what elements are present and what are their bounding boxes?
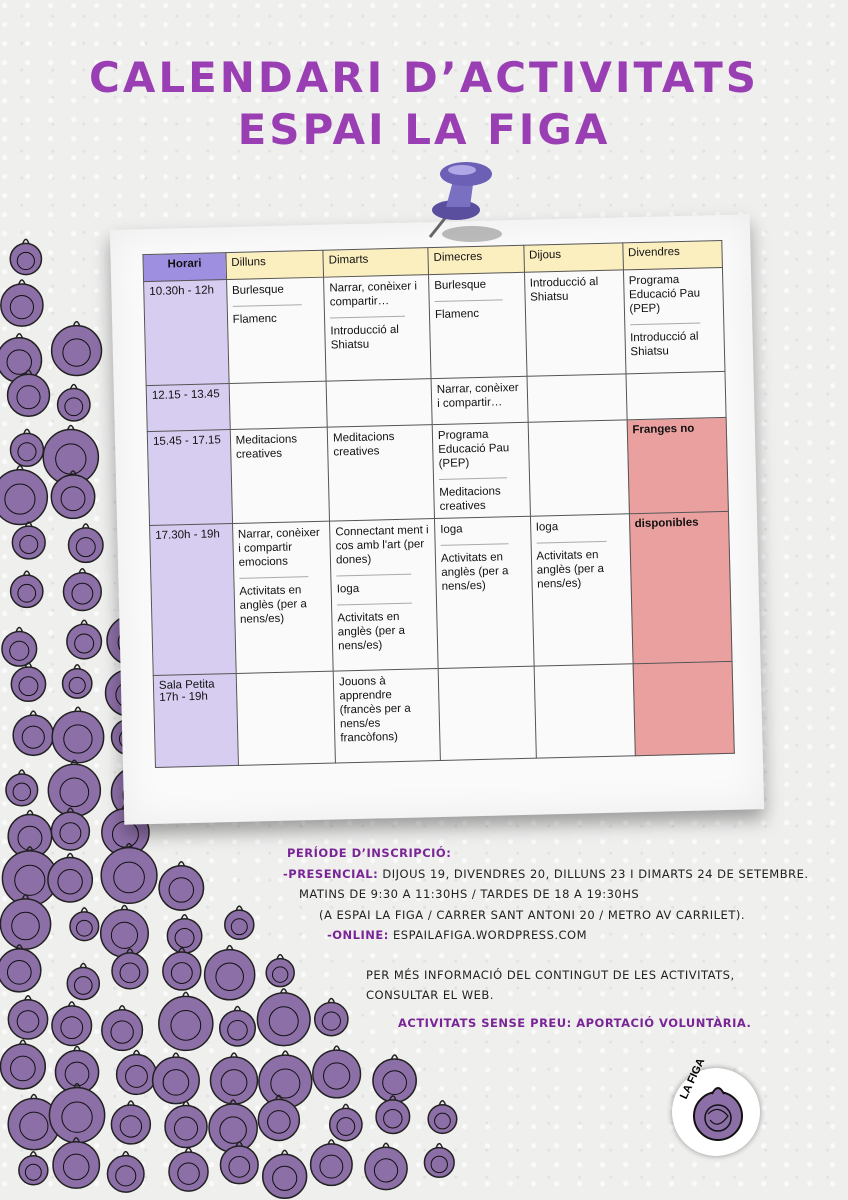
fig-icon: [101, 906, 149, 958]
fig-icon: [0, 945, 41, 992]
free-activities: ACTIVITATS SENSE PREU: APORTACIÓ VOLUNTÀRIA.: [398, 1016, 752, 1030]
fig-icon: [258, 1095, 299, 1140]
fig-icon: [58, 385, 90, 421]
activity-label: Ioga: [336, 582, 360, 596]
fig-icon: [311, 1140, 353, 1186]
push-pin-icon: [410, 152, 510, 252]
fig-icon: [1, 280, 43, 326]
activity-label: Programa Educació Pau (PEP): [437, 428, 510, 470]
activity-label: Jouons à apprendre (francès per a nens/es francòfons): [338, 675, 411, 745]
fig-icon: [101, 844, 157, 904]
activity-label: Activitats en anglès (per a nens/es): [239, 584, 307, 626]
cell-divider: [336, 574, 411, 577]
fig-icon: [11, 663, 45, 701]
schedule-row: [153, 661, 734, 767]
fig-icon: [8, 370, 50, 416]
fig-icon: [11, 571, 43, 607]
more-info-1: PER MÉS INFORMACIÓ DEL CONTINGUT DE LES ACTIVITATS,: [366, 968, 735, 982]
fig-icon: [63, 665, 92, 698]
cell-divider: [330, 316, 405, 319]
cell-divider: [232, 304, 301, 307]
fig-icon: [48, 760, 100, 816]
fig-icon: [48, 854, 92, 902]
time-slot: 15.45 - 17.15: [147, 430, 232, 526]
schedule-cell: [633, 661, 735, 755]
more-info-2: CONSULTAR EL WEB.: [366, 988, 494, 1002]
fig-icon: [52, 322, 102, 376]
activity-label: Flamenc: [434, 307, 480, 321]
schedule-cell: [327, 425, 434, 522]
cell-divider: [439, 477, 507, 480]
presencial-dates: DIJOUS 19, DIVENDRES 20, DILLUNS 23 I DIMARTS 24 DE SETEMBRE.: [382, 867, 809, 881]
fig-icon: [266, 955, 294, 987]
fig-icon: [225, 906, 254, 939]
schedule-cell: [330, 519, 439, 672]
activity-label: Meditacions creatives: [439, 485, 501, 513]
fig-icon: [51, 808, 89, 850]
fig-icon: [67, 963, 99, 999]
schedule-cell: [528, 420, 629, 516]
title-line-2: ESPAI LA FIGA: [237, 105, 611, 154]
schedule-cell: [226, 277, 326, 383]
activity-label: Introducció al Shiatsu: [330, 323, 399, 352]
fig-icon: [0, 1040, 45, 1089]
fig-icon: [373, 1055, 416, 1102]
schedule-row: [150, 511, 732, 675]
cell-divider: [337, 603, 412, 606]
fig-icon: [2, 847, 57, 906]
fig-icon: [53, 1138, 99, 1188]
online-url[interactable]: ESPAILAFIGA.WORDPRESS.COM: [393, 928, 588, 942]
header-dilluns: Dilluns: [226, 250, 324, 279]
header-dimecres: Dimecres: [428, 245, 524, 274]
fig-icon: [257, 989, 310, 1046]
activity-label: Meditacions creatives: [235, 433, 298, 461]
fig-icon: [210, 1053, 257, 1104]
fig-icon: [167, 915, 201, 953]
schedule-note: [110, 214, 764, 824]
fig-icon: [209, 1100, 257, 1152]
activity-label: Narrar, conèixer i compartir…: [436, 381, 519, 410]
time-slot: 10.30h - 12h: [144, 280, 229, 386]
fig-icon: [315, 998, 348, 1035]
activity-label: Flamenc: [232, 312, 277, 326]
fig-icon: [111, 1101, 150, 1144]
fig-icon: [159, 992, 213, 1050]
cell-divider: [435, 299, 503, 302]
fig-icon: [220, 1006, 256, 1046]
schedule-cell: [626, 371, 727, 419]
schedule-cell: [527, 374, 627, 422]
time-slot: Sala Petita 17h - 19h: [153, 673, 238, 767]
presencial-label: -PRESENCIAL:: [283, 867, 379, 881]
activity-label: Narrar, conèixer i compartir…: [329, 280, 418, 309]
fig-icon: [107, 1152, 144, 1193]
activity-label: Introducció al Shiatsu: [529, 275, 599, 304]
schedule-cell: [534, 664, 635, 758]
fig-icon: [51, 471, 94, 518]
schedule-row: [147, 417, 728, 525]
activity-label: Meditacions creatives: [332, 431, 395, 459]
schedule-cell: [326, 379, 432, 428]
presencial-line: [283, 867, 809, 881]
activity-label: Burlesque: [231, 283, 284, 297]
fig-icon: [52, 707, 103, 762]
fig-icon: [19, 1152, 48, 1185]
activity-label: Ioga: [535, 521, 559, 534]
fig-icon: [52, 1002, 92, 1046]
unavailable-label: Franges no: [627, 417, 729, 513]
fig-icon: [12, 522, 45, 559]
cell-divider: [441, 543, 509, 546]
schedule-cell: [333, 669, 440, 764]
activity-label: Introducció al Shiatsu: [629, 330, 699, 359]
fig-icon: [313, 1046, 361, 1098]
cell-divider: [239, 576, 308, 579]
fig-icon: [43, 425, 98, 484]
schedule-cell: [324, 275, 431, 382]
la-figa-logo: [672, 1056, 760, 1156]
schedule-cell: [229, 381, 328, 429]
fig-icon: [428, 1101, 457, 1134]
fig-icon: [8, 996, 47, 1039]
activity-label: Activitats en anglès (per a nens/es): [536, 549, 605, 591]
schedule-cell: [434, 516, 533, 668]
schedule-cell: [432, 422, 530, 518]
hours: MATINS DE 9:30 A 11:30HS / TARDES DE 18 A 19:30HS: [299, 887, 640, 901]
time-slot: 17.30h - 19h: [150, 524, 236, 676]
schedule-cell: [524, 270, 625, 376]
header-horari: Horari: [143, 253, 226, 282]
header-divendres: Divendres: [622, 240, 722, 269]
fig-icon: [0, 895, 50, 949]
schedule-cell: [429, 272, 527, 378]
fig-icon: [49, 1084, 104, 1143]
schedule-cell: [530, 514, 633, 666]
activity-label: Programa Educació Pau (PEP): [628, 274, 701, 316]
fig-icon: [153, 1053, 200, 1104]
fig-icon: [102, 1006, 143, 1051]
time-slot: 12.15 - 13.45: [146, 384, 230, 432]
cell-divider: [536, 541, 606, 544]
schedule-cell: [232, 521, 333, 673]
fig-icon: [117, 1051, 157, 1095]
fig-icon: [112, 949, 148, 989]
schedule-table: [142, 240, 734, 768]
cell-divider: [630, 323, 701, 326]
schedule-cell: [230, 427, 330, 523]
schedule-cell: [431, 376, 528, 424]
fig-icon: [55, 1046, 98, 1093]
fig-icon: [6, 770, 38, 806]
online-label: -ONLINE:: [327, 928, 389, 942]
fig-icon: [159, 862, 203, 910]
period-label: PERÍODE D’INSCRIPCIÓ:: [287, 846, 452, 860]
schedule-cell: [236, 671, 336, 765]
fig-icon: [0, 334, 42, 383]
activity-label: Connectant ment i cos amb l'art (per dones): [335, 524, 429, 567]
fig-icon: [2, 627, 37, 666]
schedule-row: [144, 267, 725, 385]
fig-icon: [8, 1095, 59, 1150]
activity-label: Activitats en anglès (per a nens/es): [337, 610, 406, 653]
fig-icon: [69, 524, 104, 563]
fig-icon: [63, 569, 101, 611]
title-line-1: CALENDARI D’ACTIVITATS: [89, 53, 759, 102]
fig-icon: [263, 1150, 307, 1198]
schedule-cell: [438, 666, 536, 760]
fig-icon: [10, 429, 43, 466]
fig-icon: [365, 1143, 407, 1189]
fig-icon: [0, 466, 47, 525]
fig-icon: [67, 620, 102, 659]
fig-icon: [205, 946, 255, 1000]
fig-icon: [163, 948, 201, 990]
fig-icon: [259, 1051, 312, 1108]
unavailable-label: disponibles: [629, 511, 732, 663]
activity-label: Burlesque: [434, 278, 487, 292]
fig-icon: [13, 711, 53, 755]
logo-text: LA FIGA: [678, 1056, 708, 1102]
fig-icon: [165, 1101, 207, 1147]
header-dijous: Dijous: [523, 243, 623, 272]
fig-icon: [330, 1104, 362, 1140]
activity-label: Narrar, conèixer i compartir emocions: [237, 526, 320, 569]
fig-icon: [10, 239, 41, 274]
fig-icon: [376, 1096, 410, 1134]
location: (A ESPAI LA FIGA / CARRER SANT ANTONI 20 / METRO AV CARRILET).: [319, 908, 745, 922]
header-dimarts: Dimarts: [323, 248, 429, 278]
online-line: [327, 928, 587, 942]
fig-icon: [169, 1148, 208, 1191]
fig-icon: [424, 1144, 454, 1178]
fig-icon: [8, 810, 52, 858]
activity-label: Ioga: [440, 523, 463, 536]
fig-icon: [220, 1142, 258, 1184]
fig-icon: [70, 908, 99, 941]
schedule-cell: [623, 267, 725, 373]
activity-label: Activitats en anglès (per a nens/es): [440, 551, 509, 593]
